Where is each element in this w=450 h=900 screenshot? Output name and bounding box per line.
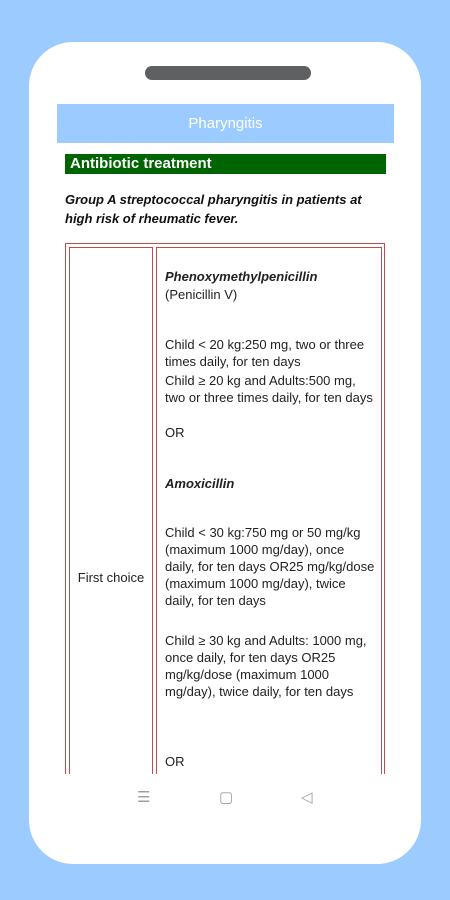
app-screen xyxy=(57,104,394,774)
system-nav-bar xyxy=(57,774,394,820)
table-row-label-cell xyxy=(69,247,153,774)
or-connector: OR xyxy=(165,425,185,440)
drug-name: Phenoxymethylpenicillin xyxy=(165,269,318,284)
row-label: First choice xyxy=(77,570,145,585)
dosing-text: Child < 20 kg:250 mg, two or three times daily, for ten days xyxy=(165,337,365,369)
dosing-text: Child ≥ 30 kg and Adults: 1000 mg, once daily, for ten days OR25 mg/kg/dose (maximum 1000 mg/day), twice daily, for ten days xyxy=(165,633,367,699)
drug-name: Amoxicillin xyxy=(165,476,235,491)
drug-alt-name: (Penicillin V) xyxy=(165,287,238,302)
intro-text: Group A streptococcal pharyngitis in patients at high risk of rheumatic fever. xyxy=(65,192,362,226)
dosing-text: Child < 30 kg:750 mg or 50 mg/kg (maximum 1000 mg/day), once daily, for ten days OR25 mg/kg/dose (maximum 1000 mg/day), twice daily, for ten days xyxy=(165,525,375,608)
menu-icon[interactable]: ☰ xyxy=(137,789,151,806)
app-bar xyxy=(57,104,394,143)
back-icon[interactable]: ◁ xyxy=(301,789,313,806)
table-content-cell xyxy=(156,247,382,774)
app-bar-title: Pharyngitis xyxy=(188,115,263,132)
treatment-table xyxy=(65,243,385,774)
home-icon[interactable]: ▢ xyxy=(219,789,234,806)
dosing-text: Child ≥ 20 kg and Adults:500 mg, two or three times daily, for ten days xyxy=(165,373,373,405)
section-header: Antibiotic treatment xyxy=(65,154,386,174)
speaker-slot xyxy=(145,66,311,80)
or-connector: OR xyxy=(165,754,185,769)
